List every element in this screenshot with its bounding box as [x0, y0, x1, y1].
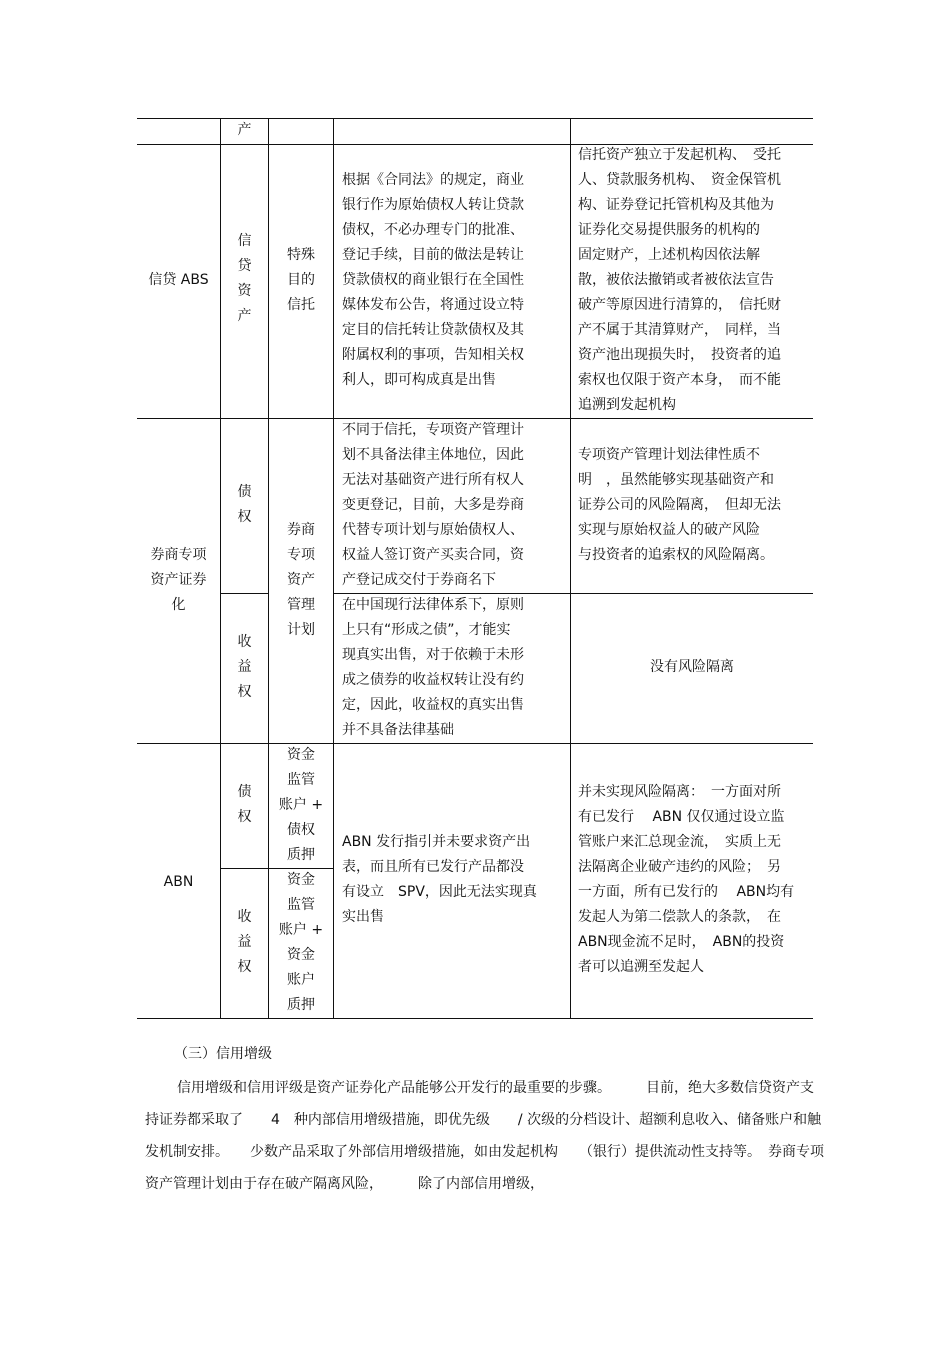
row2-sub2-asset-cell: 收 益 权 [237, 634, 252, 700]
row2-vehicle-cell: 券商 专项 资产 管理 计划 [287, 522, 315, 638]
row2-sub1-isolation-cell: 专项资产管理计划法律性质不 明 ，虽然能够实现基础资产和 证券公司的风险隔离， 但却无法 实现与原始权益人的破产风险 与投资者的追索权的风险隔离。 [578, 447, 781, 563]
row3-sub2-asset-cell: 收 益 权 [237, 909, 252, 975]
col-divider-4 [570, 118, 571, 1018]
row3-sub2-vehicle-cell: 资金 监管 账户 + 资金 账户 质押 [278, 872, 324, 1013]
row2-type-cell: 券商专项 资产证券 化 [150, 547, 207, 613]
row1-isolation-cell: 信托资产独立于发起机构、 受托 人、贷款服务机构、 资金保管机 构、证券登记托管机构及其他为 证券化交易提供服务的机构的 固定财产，上述机构因依法解 散，被依法撤销或者被依法宣告 破产等原因进行清算的， 信托财 产不属于其清算财产， 同样，当 资产池出现损失时， 投资者的追 索权也仅限于资产本身， 而不能 追溯到发起机构 [578, 147, 781, 413]
col-divider-3 [333, 118, 334, 1018]
row3-isolation-cell: 并未实现风险隔离： 一方面对所 有已发行 ABN 仅仅通过设立监 管账户来汇总现金流， 实质上无 法隔离企业破产违约的风险； 另 一方面，所有已发行的 ABN均有 发起人为第二偿款人的条款， 在 ABN现金流不足时， ABN的投资 者可以追溯至发起人 [578, 784, 795, 975]
row1-type-cell: 信贷 ABS [148, 272, 209, 288]
section-paragraph: 信用增级和信用评级是资产证券化产品能够公开发行的最重要的步骤。 目前，绝大多数信贷资产支持证券都采取了 4 种内部信用增级措施，即优先级 / 次级的分档设计、超额利息收入、储备账户和触发机制安排。 少数产品采取了外部信用增级措施，如由发起机构 （银行）提供流动性支持等。 券商专项资产管理计划由于存在破产隔离风险， 除了内部信用增级， [145, 1080, 824, 1192]
row1-transfer-cell: 根据《合同法》的规定，商业 银行作为原始债权人转让贷款 债权，不必办理专门的批准、 登记手续，目前的做法是转让 贷款债权的商业银行在全国性 媒体发布公告，将通过设立特 定目的信托转让贷款债权及其 附属权利的事项，告知相关权 利人，即可构成真是出售 [342, 172, 524, 388]
row2-sub1-transfer-cell: 不同于信托，专项资产管理计 划不具备法律主体地位，因此 无法对基础资产进行所有权人 变更登记，目前，大多是券商 代替专项计划与原始债权人、 权益人签订资产买卖合同，资 产登记成交付于券商名下 [342, 422, 524, 588]
row0-asset-cell: 产 [237, 122, 252, 138]
row2-sub1-asset-cell: 债 权 [237, 484, 252, 525]
table-bottom-border [137, 1018, 813, 1019]
row1-asset-cell: 信 贷 资 产 [237, 233, 252, 324]
row2-sub2-transfer-cell: 在中国现行法律体系下，原则 上只有“形成之债”，才能实 现真实出售，对于依赖于未形 成之债券的收益权转让没有约 定，因此，收益权的真实出售 并不具备法律基础 [342, 597, 524, 738]
row2-sub2-isolation-cell: 没有风险隔离 [650, 659, 734, 675]
row-divider-3 [137, 743, 813, 744]
row3-sub1-asset-cell: 债 权 [237, 784, 252, 825]
subrow-divider-2a [220, 593, 268, 594]
row3-sub1-vehicle-cell: 资金 监管 账户 + 债权 质押 [278, 747, 324, 863]
section-heading: （三）信用增级 [174, 1046, 272, 1062]
row3-type-cell: ABN [163, 874, 194, 890]
row3-transfer-cell: ABN 发行指引并未要求资产出 表，而且所有已发行产品都没 有设立 SPV，因此无法实现真 实出售 [342, 834, 537, 925]
row1-vehicle-cell: 特殊 目的 信托 [287, 247, 315, 313]
